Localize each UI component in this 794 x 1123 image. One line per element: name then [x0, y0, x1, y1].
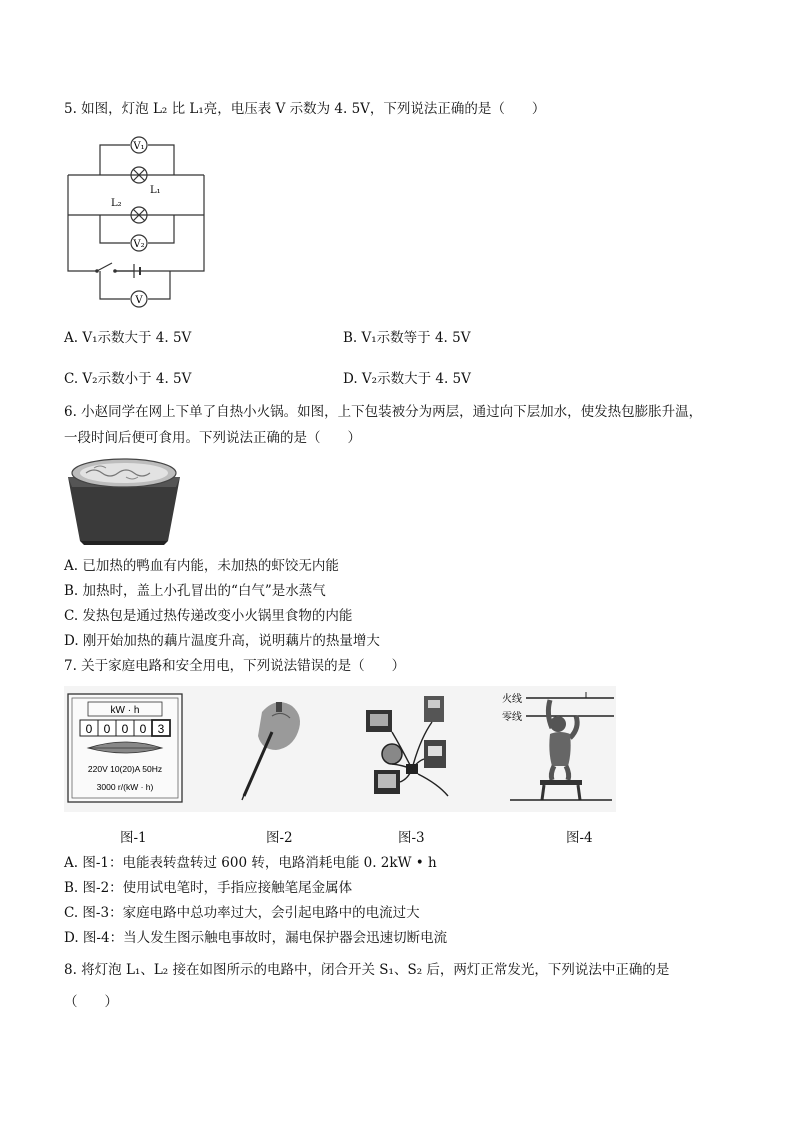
meter-unit: kW · h: [110, 705, 140, 716]
q5-option-a: A. V₁示数大于 4. 5V: [64, 330, 192, 346]
q7-option-c: C. 图-3：家庭电路中总功率过大，会引起电路中的电流过大: [64, 905, 420, 921]
q6-stem-line2: 一段时间后便可食用。下列说法正确的是（ ）: [64, 430, 361, 446]
v2-label: V₂: [133, 239, 145, 250]
v-label: V: [135, 295, 143, 306]
caption-fig-4: 图-4: [566, 830, 593, 846]
electric-shock-scene-image: [500, 688, 616, 808]
meter-digit-5: 3: [157, 722, 165, 736]
q8-answer-parens: （ ）: [64, 994, 118, 1010]
meter-digit-4: 0: [139, 722, 147, 736]
meter-rate: 3000 r/(kW · h): [96, 782, 154, 792]
electric-meter-image: [66, 692, 186, 806]
meter-digit-1: 0: [85, 722, 93, 736]
meter-digit-3: 0: [121, 722, 129, 736]
q5-option-d: D. V₂示数大于 4. 5V: [343, 371, 471, 387]
caption-fig-1: 图-1: [120, 830, 147, 846]
q5-option-b: B. V₁示数等于 4. 5V: [343, 330, 471, 346]
q6-option-a: A. 已加热的鸭血有内能，未加热的虾饺无内能: [64, 558, 339, 574]
q8-stem: 8. 将灯泡 L₁、L₂ 接在如图所示的电路中，闭合开关 S₁、S₂ 后，两灯正常发光，下列说法中正确的是: [64, 962, 670, 978]
q6-stem-line1: 6. 小赵同学在网上下单了自热小火锅。如图，上下包装被分为两层，通过向下层加水，使发热包膨胀升温，: [64, 404, 703, 420]
neutral-wire-label: 零线: [502, 712, 522, 723]
q7-stem: 7. 关于家庭电路和安全用电，下列说法错误的是（ ）: [64, 658, 406, 674]
q7-option-d: D. 图-4：当人发生图示触电事故时，漏电保护器会迅速切断电流: [64, 930, 448, 946]
q5-circuit-diagram: [64, 133, 209, 308]
test-pen-image: [232, 692, 312, 804]
q5-option-c: C. V₂示数小于 4. 5V: [64, 371, 192, 387]
caption-fig-2: 图-2: [266, 830, 293, 846]
q6-option-d: D. 刚开始加热的藕片温度升高，说明藕片的热量增大: [64, 633, 380, 649]
l1-label: L₁: [150, 185, 161, 196]
q5-stem: 5. 如图，灯泡 L₂ 比 L₁亮，电压表 V 示数为 4. 5V，下列说法正确的是（ ）: [64, 101, 546, 117]
overloaded-appliances-image: [362, 694, 460, 802]
q7-option-b: B. 图-2：使用试电笔时，手指应接触笔尾金属体: [64, 880, 353, 896]
q6-option-b: B. 加热时，盖上小孔冒出的“白气”是水蒸气: [64, 583, 326, 599]
live-wire-label: 火线: [502, 694, 522, 705]
q6-option-c: C. 发热包是通过热传递改变小火锅里食物的内能: [64, 608, 353, 624]
v1-label: V₁: [133, 141, 145, 152]
meter-spec: 220V 10(20)A 50Hz: [87, 764, 163, 774]
q7-option-a: A. 图-1：电能表转盘转过 600 转，电路消耗电能 0. 2kW • h: [64, 855, 437, 871]
meter-digit-2: 0: [103, 722, 111, 736]
caption-fig-3: 图-3: [398, 830, 425, 846]
hotpot-box-image: [64, 455, 184, 547]
l2-label: L₂: [111, 198, 122, 209]
